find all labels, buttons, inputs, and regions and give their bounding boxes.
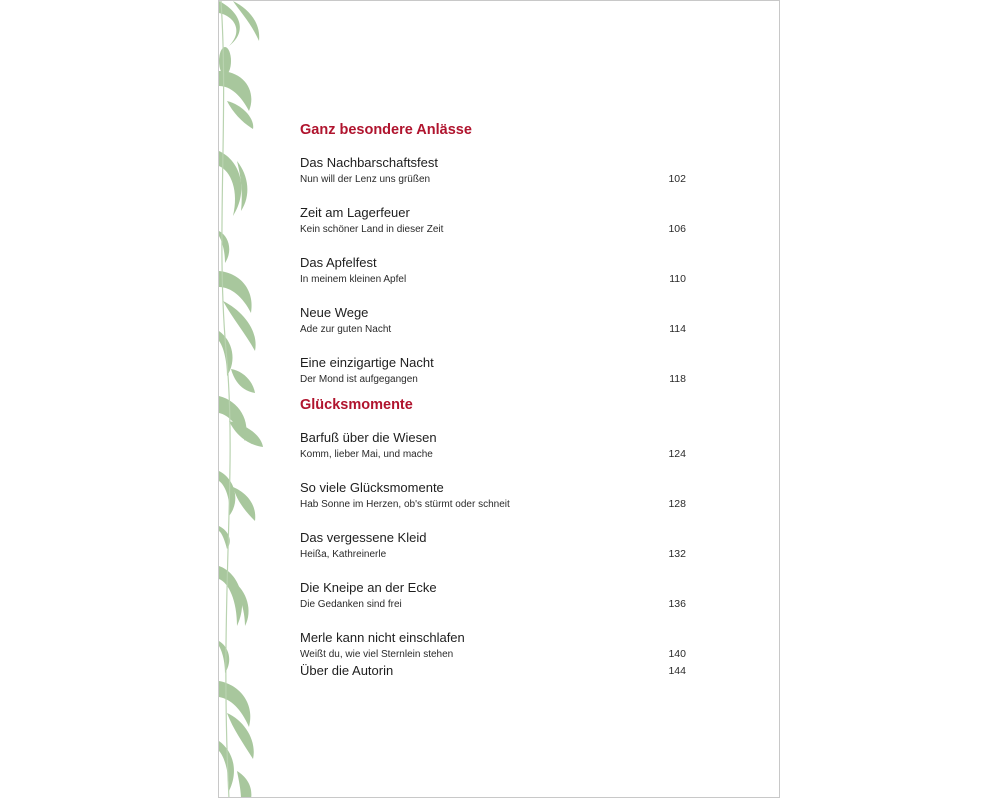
toc-entry[interactable]: [300, 479, 690, 529]
entry-title: Die Kneipe an der Ecke: [300, 580, 437, 595]
entry-subtitle: Ade zur guten Nacht: [300, 324, 392, 335]
table-of-contents: [300, 119, 690, 712]
toc-entry-author[interactable]: [300, 662, 690, 712]
toc-entry[interactable]: [300, 529, 690, 579]
entry-subtitle: Komm, lieber Mai, und mache: [300, 449, 433, 460]
entry-page-number: 132: [668, 548, 686, 560]
entry-page-number: 110: [669, 273, 686, 285]
section-heading: Ganz besondere Anlässe: [300, 122, 472, 138]
toc-entry[interactable]: [300, 204, 690, 254]
entry-subtitle: Kein schöner Land in dieser Zeit: [300, 224, 444, 235]
entry-page-number: 124: [668, 448, 686, 460]
entry-title: Eine einzigartige Nacht: [300, 355, 434, 370]
entry-title: Das vergessene Kleid: [300, 530, 427, 545]
entry-title: Das Nachbarschaftsfest: [300, 155, 439, 170]
entry-page-number: 106: [668, 223, 686, 235]
entry-page-number: 118: [669, 373, 686, 385]
entry-subtitle: Nun will der Lenz uns grüßen: [300, 174, 431, 185]
entry-title: Merle kann nicht einschlafen: [300, 630, 465, 645]
toc-entry[interactable]: [300, 154, 690, 204]
entry-title: So viele Glücksmomente: [300, 480, 444, 495]
entry-page-number: 102: [668, 173, 686, 185]
entry-subtitle: Hab Sonne im Herzen, ob's stürmt oder schneit: [300, 499, 510, 510]
document-page: [218, 0, 780, 798]
toc-entry[interactable]: [300, 579, 690, 629]
entry-title: Zeit am Lagerfeuer: [300, 205, 410, 220]
toc-entry[interactable]: [300, 354, 690, 404]
toc-entry[interactable]: [300, 254, 690, 304]
entry-page-number: 128: [668, 498, 686, 510]
entry-subtitle: Die Gedanken sind frei: [300, 599, 402, 610]
section-heading: Glücksmomente: [300, 397, 413, 413]
entry-title: Barfuß über die Wiesen: [300, 430, 437, 445]
entry-page-number: 144: [668, 665, 686, 677]
entry-page-number: 140: [668, 648, 686, 660]
entry-subtitle: Weißt du, wie viel Sternlein stehen: [300, 649, 454, 660]
entry-subtitle: In meinem kleinen Apfel: [300, 274, 407, 285]
toc-entry[interactable]: [300, 429, 690, 479]
entry-page-number: 114: [669, 323, 686, 335]
toc-entry[interactable]: [300, 304, 690, 354]
entry-subtitle: Heißa, Kathreinerle: [300, 549, 387, 560]
entry-subtitle: Der Mond ist aufgegangen: [300, 374, 418, 385]
entry-page-number: 136: [668, 598, 686, 610]
entry-title: Das Apfelfest: [300, 255, 377, 270]
entry-title: Über die Autorin: [300, 663, 394, 678]
floral-vine-ornament-icon: [219, 1, 279, 798]
entry-title: Neue Wege: [300, 305, 369, 320]
